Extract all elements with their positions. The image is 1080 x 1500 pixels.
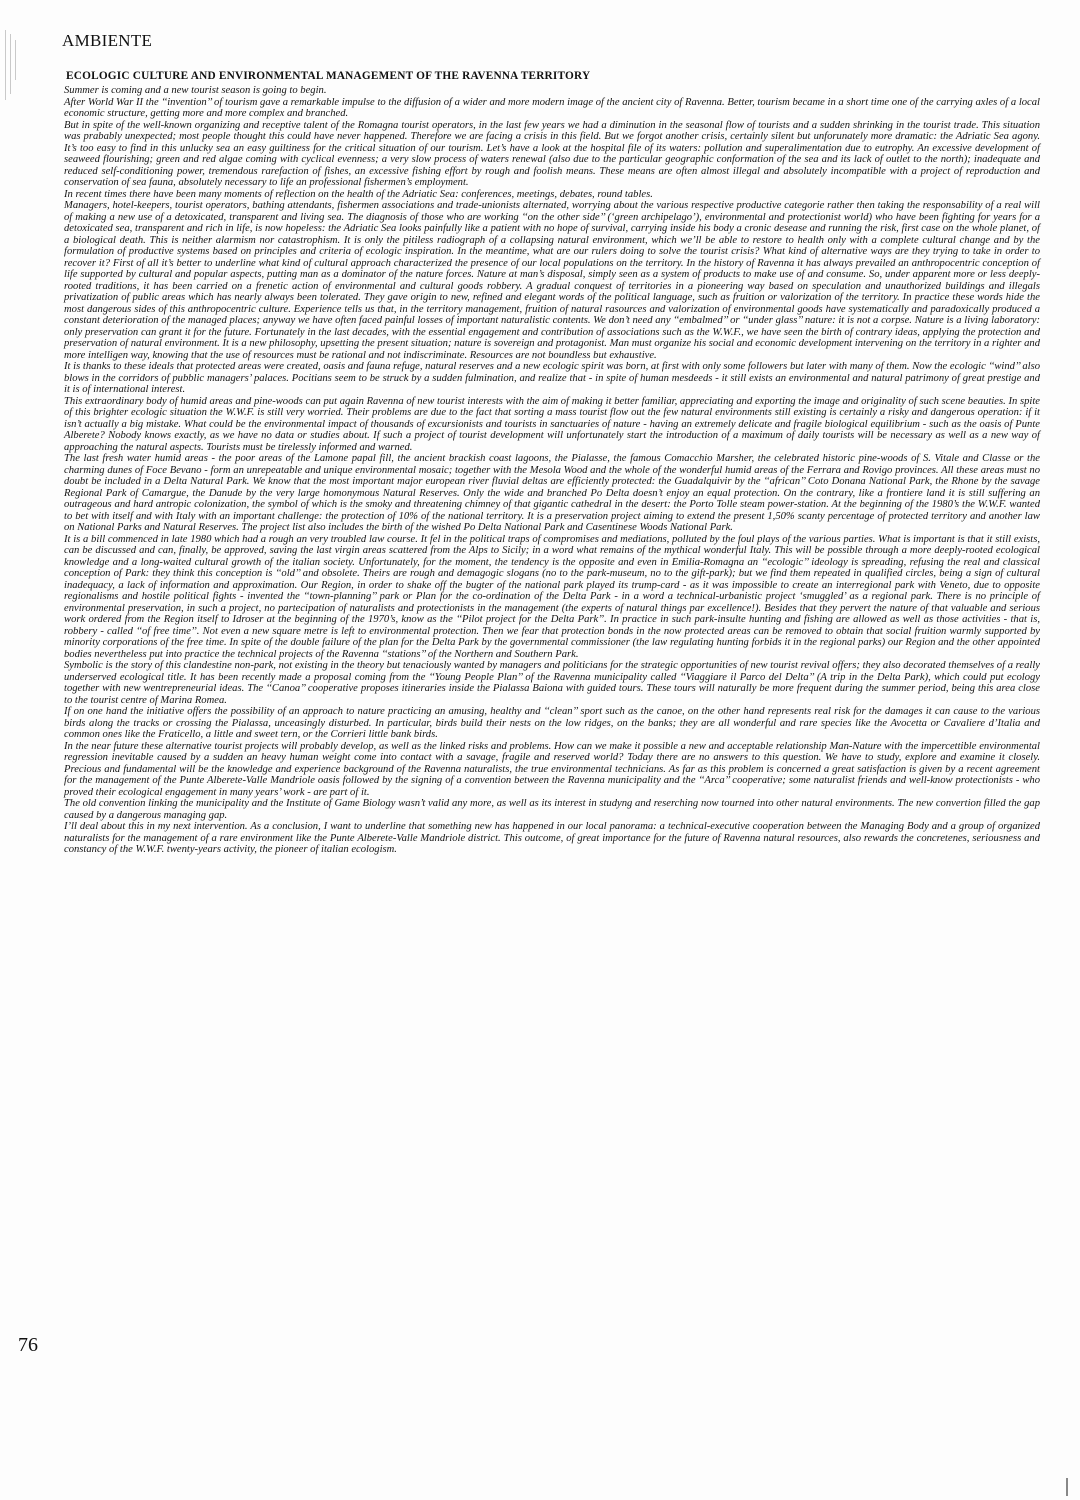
paragraph: This extraordinary body of humid areas and pine-woods can put again Ravenna of new tourist interests with the aim of making it better familiar, appreciating and exporting the image and originality of such scene beauties. In spite of this brighter ecologic situation the W.W.F. is still very worried. Their problems are due to the fact that sorting a mass tourist flow out the few natural environments still existing is certainly a risky and dangerous operation: if it isn’t actually a big mistake. What could be the environmental impact of thousands of excursionists and tourists in sanctuaries of nature - having an extremely delicate and fragile biological equilibrium - such as the oasis of Punte Alberete? Nobody knows exactly, as we have no data or studies about. If such a project of tourist development will unfortunately start the introduction of a maximum of daily tourists will be necessary as well as a new way of approaching the natural aspects. Tourists must be tirelessly informed and warned. [64,395,1040,453]
paragraph: I’ll deal about this in my next intervention. As a conclusion, I want to underline that something new has happened in our local panorama: a technical-executive cooperation between the Managing Body and a group of organized naturalists for the management of a rare environment like the Punte Alberete-Valle Mandriole district. This outcome, of great importance for the future of Ravenna natural resources, also rewards the concretenes, seriousness and constancy of the W.W.F. twenty-years activity, the pioneer of italian ecologism. [64,821,1040,855]
binding-marks [3,30,17,120]
paragraph: The old convention linking the municipality and the Institute of Game Biology wasn’t valid any more, as well as its interest in studyng and reserching now tourned into other natural environments. The new convertion filled the gap caused by a dangerous managing gap. [64,798,1040,821]
paragraph: Summer is coming and a new tourist season is going to begin. [64,85,327,96]
paragraph: In recent times there have been many moments of reflection on the health of the Adriatic Sea: conferences, meetings, debates, round tables. [64,188,653,200]
paragraph: But in spite of the well-known organizing and receptive talent of the Romagna tourist operators, in the last few years we had a diminution in the seasonal flow of tourists and a sudden shrinking in the tourist trade. This situation was prabably unexpected; most people thought this could have never happened. Therefore we are facing a crisis in this field. But we forgot another crisis, certainly silent but unforunately more dramatic: the Adriatic Sea agony. It’s too easy to find in this unlucky sea an easy guiltiness for the critical situation of our tourism. Let’s have a look at the hospital file of its waters: pollution and superalimentation due to eutrophy. An excessive development of seaweed flourishing; green and red algae coming with cyclical evenness; a very slow process of waters renewal (also due to the particular geographic conformation of the sea and its lack of outlet to the north); inadequate and reduced self-conditioning power, tremendous rarefaction of fishes, an excessive fishing effort by rough and foolish means. These means are often almost illegal and absolutely incompatible with a project of reproduction and conservation of sea fauna, absolutely necessary to life an professional fishermen’s employment. [64,119,1040,188]
section-label: AMBIENTE [62,31,153,50]
paragraph: It is a bill commenced in late 1980 which had a rough an very troubled law course. It fel in the political traps of compromises and mediations, polluted by the foul plays of the various parties. What is important is that it still exists, can be discussed and can, finally, be approved, saving the last virgin areas scattered from the Alps to Sicily; in a word what remains of the mythical wonderful Italy. This will be possible through a more deeply-rooted ecological knowledge and a long-waited cultural growth of the italian society. Unfortunately, for the moment, the tendency is the opposite and even in Emilia-Romagna an ‘‘ecologic’’ ideology is spreading, refusing the real and classical conception of Park: they think this conception is ‘‘old’’ and obsolete. Theirs are rough and demagogic slogans (no to the park-museum, no to the gift-park); but we find them repeated in qualified circles, being a sign of cultural inadequacy, a lack of information and approximation. Our Region, in order to shake off the bugter of the national park played its trump-card - as it was impossible to create an interregional park with Veneto, due to opposite regionalisms and hostile political fights - invented the ‘‘town-planning’’ park or Plan for the co-ordination of the Delta Park - in a word a technical-urbanistic project ‘smuggled’ as a regional park. There is no principle of environmental preservation, in such a project, no partecipation of naturalists and protectionists in the management (the experts of natural things par excellence!). Besides that they pervert the nature of that valuable and serious work ordered from the Region itself to Idroser at the beginning of the 1970’s, know as the ‘‘Pilot project for the Delta Park’’. In practice in such park-insulte hunting and fishing are allowed as well as those activities - that is, robbery - called ‘‘of free time’’. Not even a new square metre is left to environmental protection. Then we fear that protection bonds in the now protected areas can be removed to obtain that social fruition warmly supported by minority corporations of the free time. In spite of the double failure of the plan for the Delta Park by the governmental commissioner (the law regulating hunting forbids it in the regional parks) our Region and the other appointed bodies nevertheless put into practice the technical projects of the Ravenna ‘‘stations’’ of the Northern and Southern Park. [64,533,1040,660]
article-title: ECOLOGIC CULTURE AND ENVIRONMENTAL MANAGEMENT OF THE RAVENNA TERRITORY [66,70,591,82]
paragraph: The last fresh water humid areas - the poor areas of the Lamone papal fill, the ancient brackish coast lagoons, the Pialasse, the famous Comacchio Marsher, the celebrated historic pine-woods of S. Vitale and Classe or the charming dunes of Foce Bevano - form an unrepeatable and unique environmental mosaic; together with the Mesola Wood and the whole of the wonderful humid areas of the Ferrara and Rovigo provinces. All these areas must no doubt be included in a Delta Natural Park. We know that the most important major european river fluvial deltas are efficiently protected: the Guadalquivir by the ‘‘african’’ Coto Donana National Park, the Rhone by the savage Regional Park of Camargue, the Danude by the very large homonymous Natural Reserves. Only the wide and branched Po Delta doesn’t enjoy an equal protection. On the contrary, like a frontiere land it is still suffering an outrageous and hard antropic colonization, the symbol of which is the smoky and threatening chimney of that gigantic cathedral in the desert: the Porto Tolle steam power-station. At the beginning of the 1980’s the W.W.F. wanted to bet with itself and with Italy with an important challenge: the protection of 10% of the national territory. It is a preservation project aiming to extend the present 1,50% scanty percentage of protected territory and another law on National Parks and Natural Reserves. The project list also includes the birth of the wished Po Delta National Park and Casentinese Woods National Park. [64,453,1040,533]
scan-mark [1066,1478,1068,1496]
page-number: 76 [18,1334,38,1356]
paragraph: If on one hand the initiative offers the possibility of an approach to nature practicing an amusing, healthy and ‘‘clean’’ sport such as the canoe, on the other hand represents real risk for the damages it can cause to the various birds along the tracks or crossing the Pialassa, unceasingly disturbed. In particular, birds build their nests on the low ridges, on the banks; they are all wonderful and rare species like the Avocetta or Cavaliere d’Italia and common ones like the Fraticello, a little and sweet tern, or the Corrieri little bank birds. [64,706,1040,740]
paragraph: Managers, hotel-keepers, tourist operators, bathing attendants, fishermen associations and trade-unionists alternated, worrying about the various respective productive categorie rather then taking the responsability of a real will of making a new use of a detoxicated, transparent and living sea. The diagnosis of those who are working ‘‘on the other side’’ (‘green archipelago’), environmental and protectionist world) who have been fighting for years for a detoxicated sea, transparent and rich in life, is now hopeless: the Adriatic Sea looks painfully like a patient with no hope of survival, carrying inside his body a cronic desease and running the risk, first case on the whole planet, of a biological death. This is neither alarmism nor catastrophism. It is only the pitiless radiograph of a collapsing natural environment, which we’ll be able to restore to health only with a complete cultural change and by the formulation of productive systems based on principles and criteria of ecologic inspiration. In the meantime, what are our rulers doing to solve the tourist crisis? What kind of alternative ways are they trying to take in order to recover it? First of all it’s better to underline what kind of cultural approach characterized the presence of our local populations on the territory. In the history of Ravenna it has always prevailed an anthropocentric conception of life supported by cultural and popular aspects, putting man as a dominator of the nature forces. Nature at man’s disposal, simply seen as a system of products to make use of and consume. So, under apparent more or less deeply-rooted traditions, it has been carried on a frenetic action of environmental and cultural goods robbery. A gradual conquest of territories in a pioneering way based on speculation and unauthorized buildings and illegals privatization of public areas which has nearly always been tolerated. They gave origin to new, refined and elegant words of the political language, such as fruition or valorization of the territory. In practice these words hide the most dangerous sides of this anthropocentric culture. Experience tells us that, in the territory management, fruition of natural rasources and valorization of environmental goods have systematically and paradoxically produced a constant deterioration of the managed places; anyway we have often faced painful losses of important naturalistic contents. We don’t need any ‘‘embalmed’’ or ‘‘under glass’’ nature: it is not a corpse. Nature is a living laboratory: only preservation can grant it for the future. Fortunately in the last decades, with the essential engagement and contribution of associations such as the W.W.F., we have seen the birth of contrary ideas, applying the protection and preservation of natural environment. It is a new philosophy, upsetting the present situation; nature is sovereign and protagonist. Man must organize his social and economic development intervening on the territory in a righter and more intelligen way, knowing that the use of resources must be rational and not indiscriminate. Resources are not boundless but exhaustive. [64,200,1040,361]
paragraph: In the near future these alternative tourist projects will probably develop, as well as the linked risks and problems. How can we make it possible a new and acceptable relationship Man-Nature with the impercettible environmental regression inevitable caused by a sudden an heavy human weight come into contact with a savage, fragile and reserved world? Today there are no answers to this question. We have to study, explore and examine it closely. Precious and fundamental will be the knowledge and experience background of the Ravenna naturalists, the true environmental technicians. As far as this problem is concerned a great satisfaction is given by a recent agreement for the management of the Punte Alberete-Valle Mandriole oasis followed by the signing of a convention between the Ravenna municipality and the ‘‘Arca’’ cooperative; some naturalist friends and well-know protectionists - who proved their ecological engagement in many years’ work - are part of it. [64,740,1040,798]
article-body [64,85,1040,856]
paragraph: After World War II the ‘‘invention’’ of tourism gave a remarkable impulse to the diffusion of a wider and more modern image of the ancient city of Ravenna. Better, tourism became in a short time one of the carrying axles of a local economic structure, getting more and more complex and branched. [64,96,1040,119]
paragraph: Symbolic is the story of this clandestine non-park, not existing in the theory but tenaciously wanted by managers and politicians for the strategic opportunities of new tourist revival offers; they also decorated themselves of a really underserved ecological title. It has been recently made a proposal coming from the ‘‘Young People Plan’’ of the Ravenna municipality called ‘‘Viaggiare il Parco del Delta’’ (A trip in the Delta Park), which could put ecology together with new wentrepreneurial ideas. The ‘‘Canoa’’ cooperative proposes itineraries inside the Pialassa Baiona with guided tours. These tours will naturally be more frequent during the summer period, being this area close to the tourist centre of Marina Romea. [64,660,1040,706]
paragraph: It is thanks to these ideals that protected areas were created, oasis and fauna refuge, natural reserves and a new ecologic spirit was born, at first with only some followers but later with many of them. Now the ecologic ‘‘wind’’ also blows in the corridors of pubblic managers’ palaces. Pocitians seem to be struck by a sudden fulmination, and realize that - in spite of human mesdeeds - it still exists an environmental and natural patrimony of great prestige and it is of international interest. [64,361,1040,395]
